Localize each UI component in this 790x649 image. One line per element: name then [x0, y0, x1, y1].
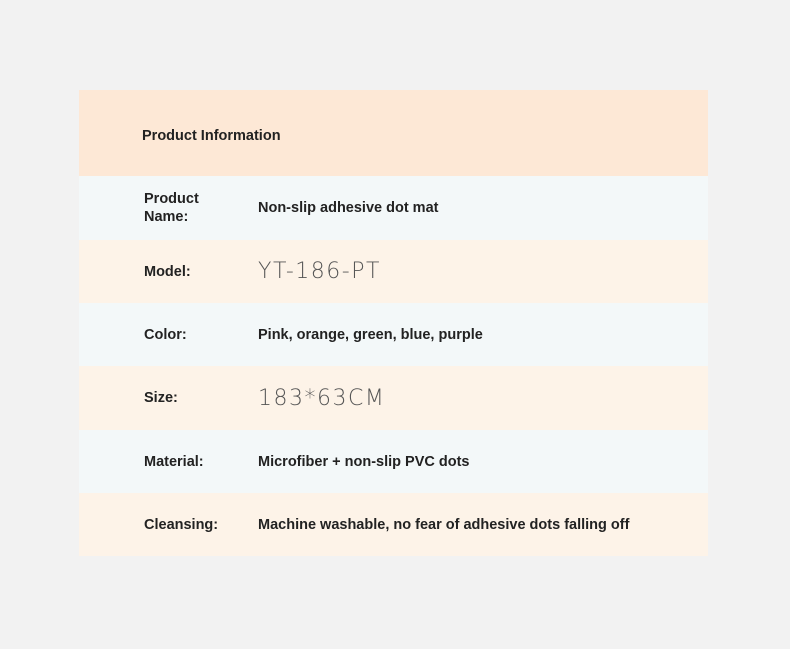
row-label: Color:: [144, 326, 187, 343]
row-size: [79, 366, 708, 430]
row-model: [79, 240, 708, 303]
row-value: 183*63CM: [258, 385, 386, 411]
product-info-card: [79, 90, 708, 556]
row-label: Material:: [144, 453, 204, 470]
row-color: [79, 303, 708, 366]
card-title: Product Information: [142, 128, 281, 144]
row-product-name: [79, 176, 708, 240]
row-value: YT-186-PT: [258, 259, 381, 284]
card-header: [79, 90, 708, 176]
row-cleansing: [79, 493, 708, 556]
row-value: Microfiber + non-slip PVC dots: [258, 453, 470, 470]
row-material: [79, 430, 708, 493]
row-value: Machine washable, no fear of adhesive dots falling off: [258, 516, 630, 533]
row-label: Cleansing:: [144, 516, 219, 533]
row-label: Model:: [144, 263, 191, 280]
row-value: Pink, orange, green, blue, purple: [258, 326, 483, 343]
row-label: Product Name:: [144, 191, 199, 225]
row-label: Size:: [144, 390, 178, 406]
row-value: Non-slip adhesive dot mat: [258, 200, 439, 216]
